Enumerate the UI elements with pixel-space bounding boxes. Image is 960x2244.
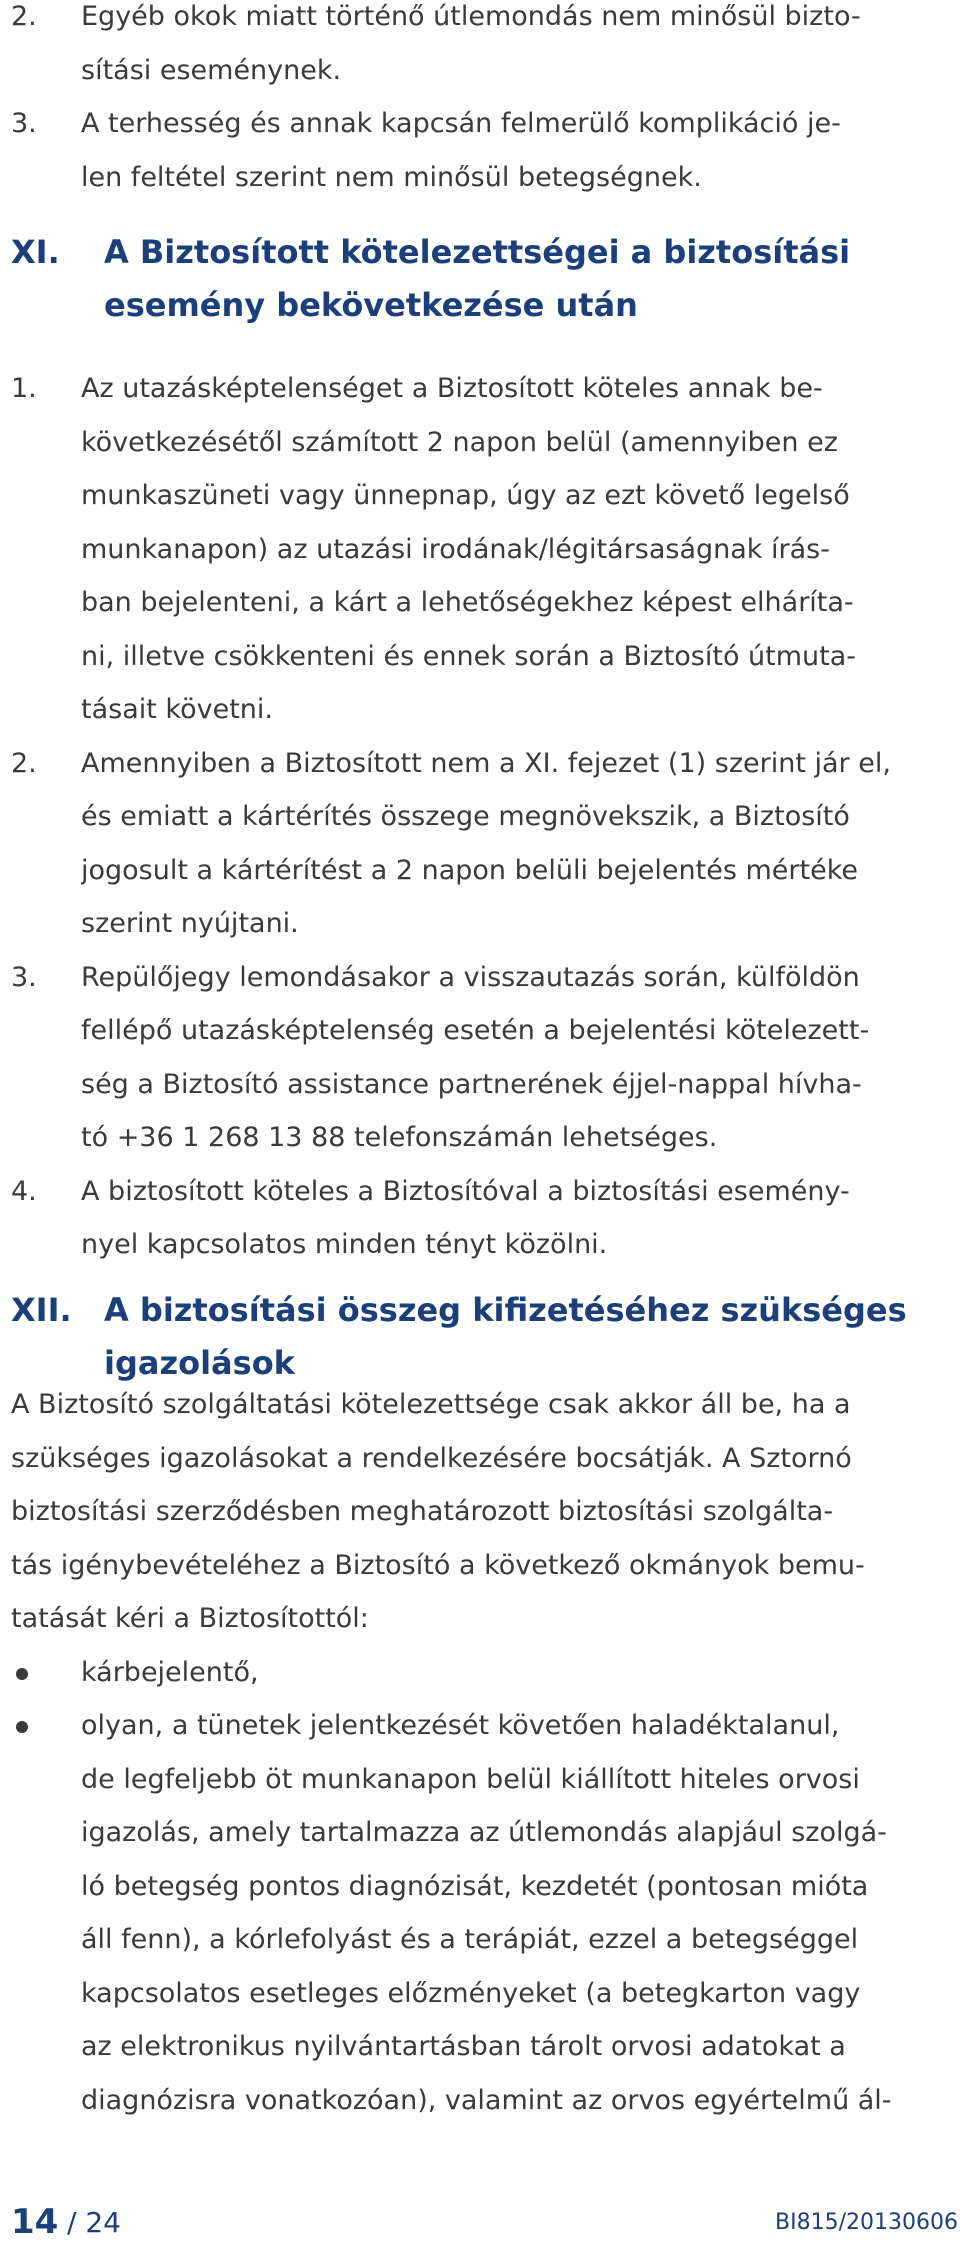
item-text-line: Egyéb okok miatt történő útlemondás nem minősül bizto- bbox=[81, 1, 861, 32]
item-text-line: A terhesség és annak kapcsán felmerülő komplikáció je- bbox=[81, 108, 841, 139]
bullet-text-line: igazolás, amely tartalmazza az útlemondás alapjául szolgá- bbox=[81, 1817, 887, 1848]
item-text-line: nyel kapcsolatos minden tényt közölni. bbox=[81, 1229, 608, 1260]
page-total: / 24 bbox=[67, 2206, 121, 2239]
item-text-line: munkanapon) az utazási irodának/légitársaságnak írás- bbox=[81, 533, 830, 565]
item-text-line: Amennyiben a Biztosított nem a XI. fejezet (1) szerint jár el, bbox=[81, 747, 891, 779]
item-number: 2. bbox=[11, 1, 37, 32]
section-title: A biztosítási összeg kifizetéséhez szükséges bbox=[104, 1291, 907, 1329]
paragraph-line: szükséges igazolásokat a rendelkezésére bocsátják. A Sztornó bbox=[11, 1442, 852, 1474]
bullet-dot bbox=[16, 1721, 28, 1733]
document-code: BI815/20130606 bbox=[775, 2210, 958, 2235]
bullet-dot bbox=[16, 1668, 28, 1680]
bullet-text-line: olyan, a tünetek jelentkezését követően haladéktalanul, bbox=[81, 1710, 840, 1741]
bullet-text-line: kapcsolatos esetleges előzményeket (a betegkarton vagy bbox=[81, 1977, 861, 2009]
item-text-line: len feltétel szerint nem minősül betegségnek. bbox=[81, 161, 702, 193]
item-text-line: ban bejelenteni, a kárt a lehetőségekhez képest elháríta- bbox=[81, 587, 854, 618]
item-text-line: ni, illetve csökkenteni és ennek során a Biztosító útmuta- bbox=[81, 640, 857, 672]
section-title: igazolások bbox=[104, 1344, 295, 1382]
item-text-line: szerint nyújtani. bbox=[81, 908, 299, 939]
bullet-text-line: kárbejelentő, bbox=[81, 1656, 259, 1688]
paragraph-line: tás igénybevételéhez a Biztosító a következő okmányok bemu- bbox=[11, 1549, 865, 1581]
item-number: 1. bbox=[11, 373, 37, 404]
item-text-line: tásait követni. bbox=[81, 694, 273, 725]
bullet-text-line: áll fenn), a kórlefolyást és a terápiát, ezzel a betegséggel bbox=[81, 1924, 859, 1955]
section-title: esemény bekövetkezése után bbox=[104, 286, 638, 324]
item-text-line: sítási eseménynek. bbox=[81, 54, 342, 86]
item-text-line: következésétől számított 2 napon belül (amennyiben ez bbox=[81, 426, 838, 458]
item-text-line: tó +36 1 268 13 88 telefonszámán lehetséges. bbox=[81, 1122, 718, 1153]
section-title: A Biztosított kötelezettségei a biztosítási bbox=[104, 233, 851, 271]
bullet-text-line: ló betegség pontos diagnózisát, kezdetét (pontosan mióta bbox=[81, 1870, 869, 1902]
item-text-line: A biztosított köteles a Biztosítóval a biztosítási esemény- bbox=[81, 1175, 850, 1207]
item-number: 3. bbox=[11, 961, 37, 993]
item-text-line: fellépő utazásképtelenség esetén a bejelentési kötelezett- bbox=[81, 1015, 870, 1046]
item-text-line: Az utazásképtelenséget a Biztosított köteles annak be- bbox=[81, 373, 823, 404]
bullet-text-line: diagnózisra vonatkozóan), valamint az orvos egyértelmű ál- bbox=[81, 2084, 892, 2116]
item-text-line: és emiatt a kártérítés összege megnövekszik, a Biztosító bbox=[81, 801, 850, 832]
item-text-line: ség a Biztosító assistance partnerének éjjel-nappal hívha- bbox=[81, 1068, 862, 1100]
paragraph-line: A Biztosító szolgáltatási kötelezettsége csak akkor áll be, ha a bbox=[11, 1389, 851, 1420]
item-text-line: munkaszüneti vagy ünnepnap, úgy az ezt követő legelső bbox=[81, 480, 850, 511]
item-number: 2. bbox=[11, 747, 37, 779]
section-number: XI. bbox=[11, 233, 60, 271]
section-number: XII. bbox=[11, 1291, 72, 1329]
bullet-text-line: az elektronikus nyilvántartásban tárolt orvosi adatokat a bbox=[81, 2031, 846, 2062]
item-text-line: jogosult a kártérítést a 2 napon belüli bejelentés mértéke bbox=[81, 854, 858, 886]
bullet-text-line: de legfeljebb öt munkanapon belül kiállított hiteles orvosi bbox=[81, 1763, 860, 1795]
page-number: 14 bbox=[11, 2202, 59, 2242]
item-number: 3. bbox=[11, 108, 37, 139]
paragraph-line: biztosítási szerződésben meghatározott biztosítási szolgálta- bbox=[11, 1496, 834, 1527]
item-text-line: Repülőjegy lemondásakor a visszautazás során, külföldön bbox=[81, 961, 860, 993]
item-number: 4. bbox=[11, 1175, 37, 1207]
paragraph-line: tatását kéri a Biztosítottól: bbox=[11, 1603, 369, 1634]
